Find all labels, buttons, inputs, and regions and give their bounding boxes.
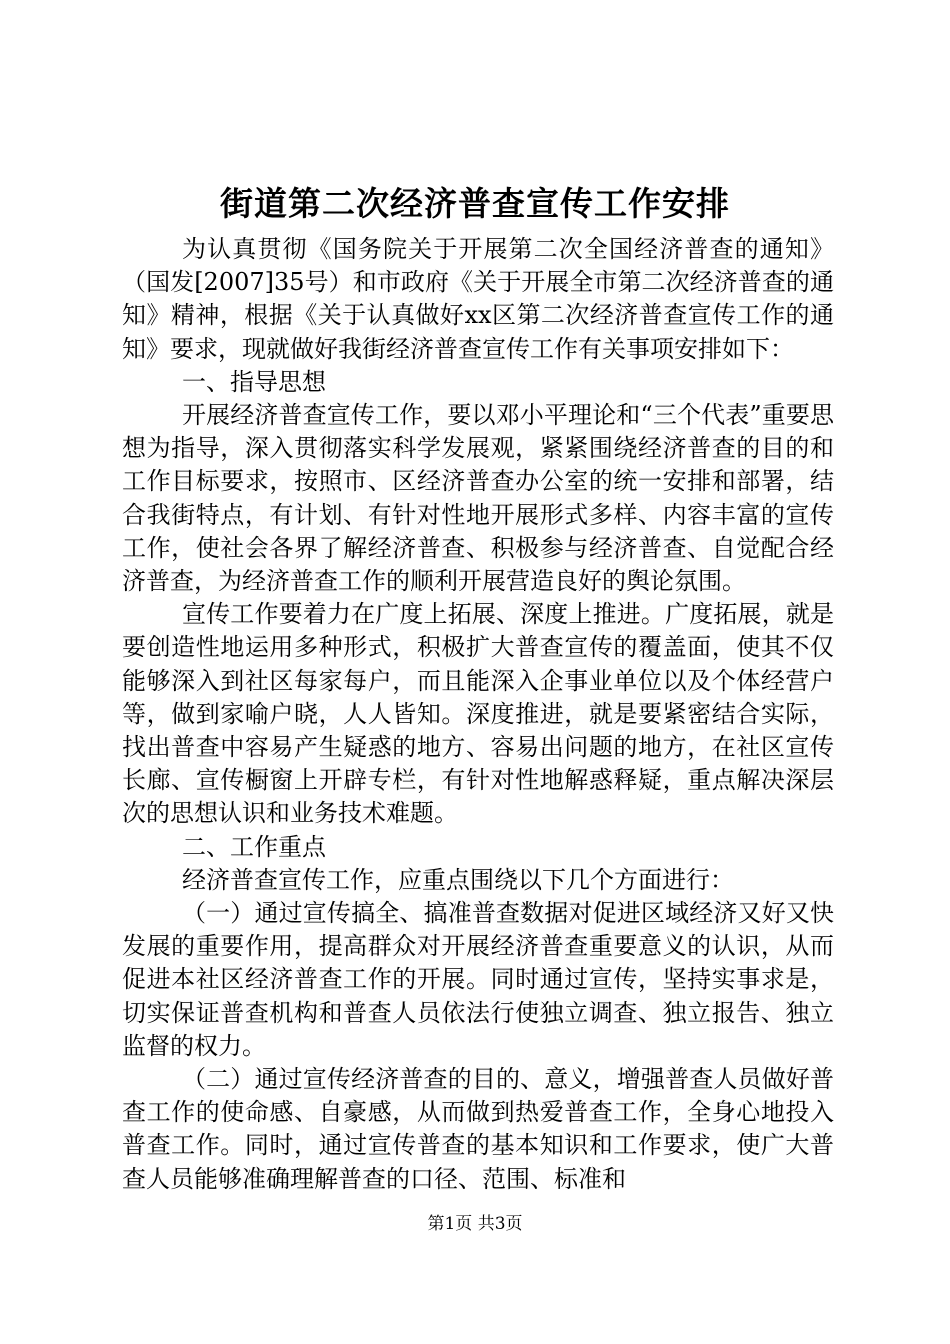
body-paragraph: （一）通过宣传搞全、搞准普查数据对促进区域经济又好又快发展的重要作用，提高群众对开展经济普查重要意义的认识，从而促进本社区经济普查工作的开展。同时通过宣传，坚持实事求是，切实保证普查机构和普查人员依法行使独立调查、独立报告、独立监督的权力。 bbox=[122, 899, 834, 1060]
page-number-footer: 第1页 共3页 bbox=[427, 1214, 523, 1234]
document-title: 街道第二次经济普查宣传工作安排 bbox=[220, 184, 730, 223]
body-paragraph: （二）通过宣传经济普查的目的、意义，增强普查人员做好普查工作的使命感、自豪感，从而做到热爱普查工作，全身心地投入普查工作。同时，通过宣传普查的基本知识和工作要求，使广大普查人员能够准确理解普查的口径、范围、标准和 bbox=[122, 1065, 834, 1193]
section-heading-guiding-ideology: 一、指导思想 bbox=[182, 367, 326, 396]
body-paragraph: 宣传工作要着力在广度上拓展、深度上推进。广度拓展，就是要创造性地运用多种形式，积极扩大普查宣传的覆盖面，使其不仅能够深入到社区每家每户，而且能深入企事业单位以及个体经营户等，做到家喻户晓，人人皆知。深度推进，就是要紧密结合实际，找出普查中容易产生疑惑的地方、容易出问题的地方，在社区宣传长廊、宣传橱窗上开辟专栏，有针对性地解惑释疑，重点解决深层次的思想认识和业务技术难题。 bbox=[122, 600, 834, 828]
intro-paragraph: 为认真贯彻《国务院关于开展第二次全国经济普查的通知》（国发[2007]35号）和市政府《关于开展全市第二次经济普查的通知》精神，根据《关于认真做好xx区第二次经济普查宣传工作的通知》要求，现就做好我街经济普查宣传工作有关事项安排如下： bbox=[122, 235, 834, 363]
body-paragraph: 开展经济普查宣传工作，要以邓小平理论和“三个代表”重要思想为指导，深入贯彻落实科学发展观，紧紧围绕经济普查的目的和工作目标要求，按照市、区经济普查办公室的统一安排和部署，结合我街特点，有计划、有针对性地开展形式多样、内容丰富的宣传工作，使社会各界了解经济普查、积极参与经济普查、自觉配合经济普查，为经济普查工作的顺利开展营造良好的舆论氛围。 bbox=[122, 401, 834, 596]
section-heading-work-focus: 二、工作重点 bbox=[182, 832, 326, 861]
document-body bbox=[122, 233, 834, 1196]
body-paragraph: 经济普查宣传工作，应重点围绕以下几个方面进行： bbox=[182, 865, 734, 894]
